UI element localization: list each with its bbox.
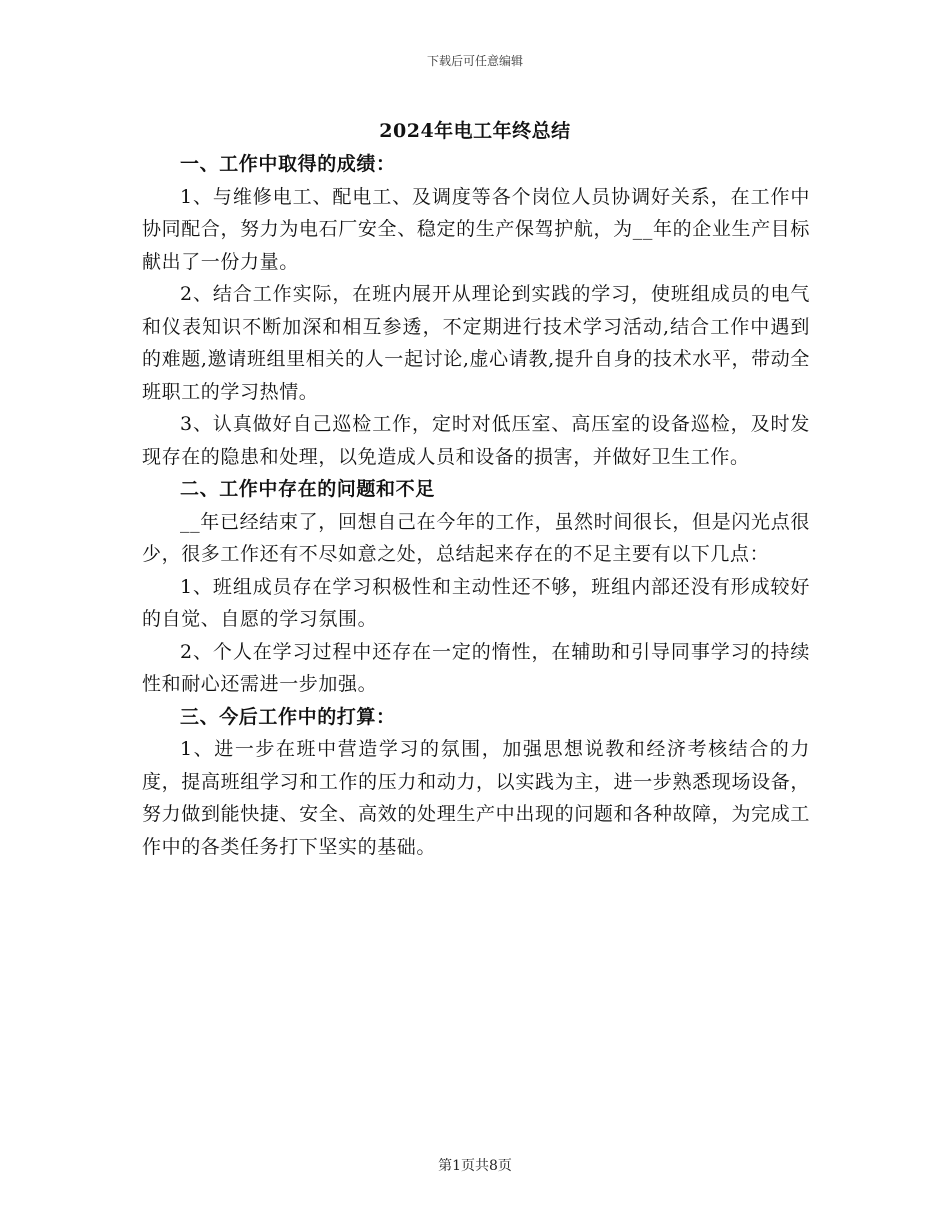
section-heading-1: 一、工作中取得的成绩：	[180, 153, 396, 175]
section-heading-2: 二、工作中存在的问题和不足	[180, 478, 435, 500]
paragraph: 1、班组成员存在学习积极性和主动性还不够，班组内部还没有形成较好的自觉、自愿的学习氛围。	[142, 575, 810, 630]
document-body	[142, 148, 810, 863]
paragraph: __年已经结束了，回想自己在今年的工作，虽然时间很长，但是闪光点很少，很多工作还有不尽如意之处，总结起来存在的不足主要有以下几点：	[142, 510, 810, 565]
header-note: 下载后可任意编辑	[426, 54, 523, 68]
paragraph: 2、个人在学习过程中还存在一定的惰性，在辅助和引导同事学习的持续性和耐心还需进一步加强。	[142, 640, 810, 695]
document-title: 2024年电工年终总结	[379, 120, 571, 142]
paragraph: 3、认真做好自己巡检工作，定时对低压室、高压室的设备巡检，及时发现存在的隐患和处理，以免造成人员和设备的损害，并做好卫生工作。	[142, 413, 810, 468]
page-number: 第1页共8页	[438, 1158, 512, 1174]
paragraph: 2、结合工作实际，在班内展开从理论到实践的学习，使班组成员的电气和仪表知识不断加深和相互参透，不定期进行技术学习活动,结合工作中遇到的难题,邀请班组里相关的人一起讨论,虚心请教,提升自身的技术水平，带动全班职工的学习热情。	[142, 283, 810, 403]
paragraph: 1、进一步在班中营造学习的氛围，加强思想说教和经济考核结合的力度，提高班组学习和工作的压力和动力，以实践为主，进一步熟悉现场设备，努力做到能快捷、安全、高效的处理生产中出现的问题和各种故障，为完成工作中的各类任务打下坚实的基础。	[142, 738, 810, 858]
section-heading-3: 三、今后工作中的打算：	[180, 705, 396, 728]
paragraph: 1、与维修电工、配电工、及调度等各个岗位人员协调好关系，在工作中协同配合，努力为电石厂安全、稳定的生产保驾护航，为__年的企业生产目标献出了一份力量。	[142, 185, 810, 273]
